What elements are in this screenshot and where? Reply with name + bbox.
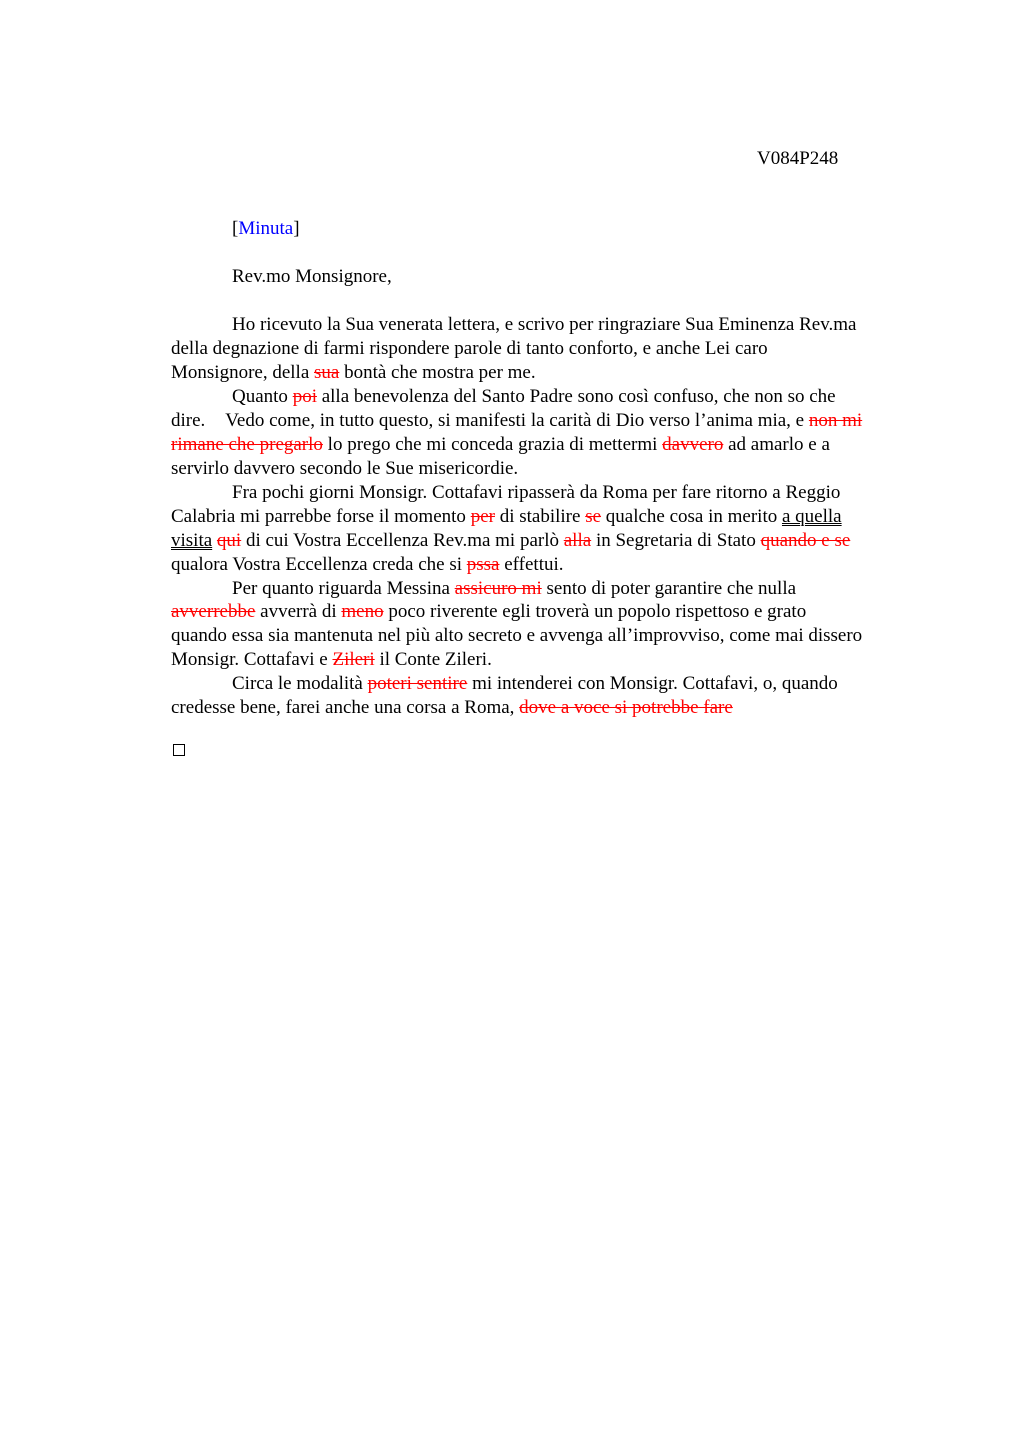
text-segment: qualche cosa in merito <box>601 506 782 527</box>
body-line-11 <box>171 553 564 577</box>
text-segment: Quanto <box>232 386 293 407</box>
text-segment: Monsigr. Cottafavi e <box>171 649 333 670</box>
minuta-label: Minuta <box>238 218 294 239</box>
body-line-2: della degnazione di farmi rispondere parole di tanto conforto, e anche Lei caro <box>171 338 768 359</box>
deleted-text: dove a voce si potrebbe fare <box>519 697 733 718</box>
text-segment: lo prego che mi conceda grazia di mettermi <box>322 434 663 455</box>
text-segment: il Conte Zileri. <box>374 649 492 670</box>
text-segment: di cui Vostra Eccellenza Rev.ma mi parlò <box>241 530 564 551</box>
text-segment: dire. <box>171 410 206 431</box>
body-line-6 <box>171 433 830 457</box>
deleted-text: Zileri <box>332 649 375 670</box>
text-segment: bontà che mostra per me. <box>339 362 536 383</box>
bracket-open: [ <box>232 218 239 239</box>
text-segment: Calabria mi parrebbe forse il momento <box>171 506 471 527</box>
text-segment: effettui. <box>499 554 564 575</box>
deleted-text: poteri sentire <box>367 673 468 694</box>
text-segment: mi intenderei con Monsigr. Cottafavi, o, quando <box>467 673 838 694</box>
body-line-1: Ho ricevuto la Sua venerata lettera, e scrivo per ringraziare Sua Eminenza Rev.ma <box>232 314 857 335</box>
page-id: V084P248 <box>757 148 839 169</box>
deleted-text: non mi <box>808 410 863 431</box>
text-segment: poco riverente egli troverà un popolo rispettoso e grato <box>383 601 807 622</box>
text-segment: Per quanto riguarda Messina <box>232 578 455 599</box>
deleted-text: rimane che pregarlo <box>171 434 323 455</box>
body-line-8: Fra pochi giorni Monsigr. Cottafavi ripasserà da Roma per fare ritorno a Reggio <box>232 482 841 503</box>
underlined-text: a quella <box>781 506 842 527</box>
empty-square-icon <box>173 744 185 756</box>
deleted-text: meno <box>341 601 384 622</box>
deleted-text: avverrebbe <box>171 601 256 622</box>
body-line-9 <box>171 505 842 529</box>
text-segment: Vedo come, in tutto questo, si manifesti la carità di Dio verso l’anima mia, e <box>225 410 809 431</box>
bracket-close: ] <box>293 218 300 239</box>
text-segment: Circa le modalità <box>232 673 368 694</box>
text-segment: alla benevolenza del Santo Padre sono così confuso, che non so che <box>316 386 836 407</box>
text-segment: Monsignore, della <box>171 362 315 383</box>
body-line-3 <box>171 361 536 385</box>
salutation: Rev.mo Monsignore, <box>232 266 392 287</box>
header-label <box>232 217 300 241</box>
deleted-text: davvero <box>662 434 724 455</box>
body-line-17 <box>171 696 733 720</box>
text-segment: credesse bene, farei anche una corsa a Roma, <box>171 697 520 718</box>
deleted-text: alla <box>563 530 592 551</box>
text-segment: sento di poter garantire che nulla <box>541 578 797 599</box>
body-line-15 <box>171 648 492 672</box>
text-segment: in Segretaria di Stato <box>591 530 761 551</box>
text-segment: qualora Vostra Eccellenza creda che si <box>171 554 467 575</box>
deleted-text: sua <box>314 362 340 383</box>
body-line-14: quando essa sia mantenuta nel più alto secreto e avvenga all’improvviso, come mai dissero <box>171 625 863 646</box>
body-line-10 <box>171 529 850 553</box>
body-line-13 <box>171 600 806 624</box>
deleted-text: pssa <box>466 554 500 575</box>
text-segment: di stabilire <box>494 506 586 527</box>
deleted-text: se <box>585 506 602 527</box>
body-line-7: servirlo davvero secondo le Sue misericordie. <box>171 458 519 479</box>
deleted-text: poi <box>292 386 317 407</box>
text-segment: avverrà di <box>255 601 342 622</box>
deleted-text: quando e se <box>760 530 851 551</box>
body-line-16 <box>232 672 838 696</box>
deleted-text: assicuro mi <box>454 578 542 599</box>
text-segment: ad amarlo e a <box>723 434 830 455</box>
deleted-text: per <box>470 506 495 527</box>
body-line-5 <box>171 409 862 433</box>
underlined-text: visita <box>171 530 213 551</box>
deleted-text: qui <box>216 530 242 551</box>
body-line-12 <box>232 577 796 601</box>
body-line-4 <box>232 385 836 409</box>
